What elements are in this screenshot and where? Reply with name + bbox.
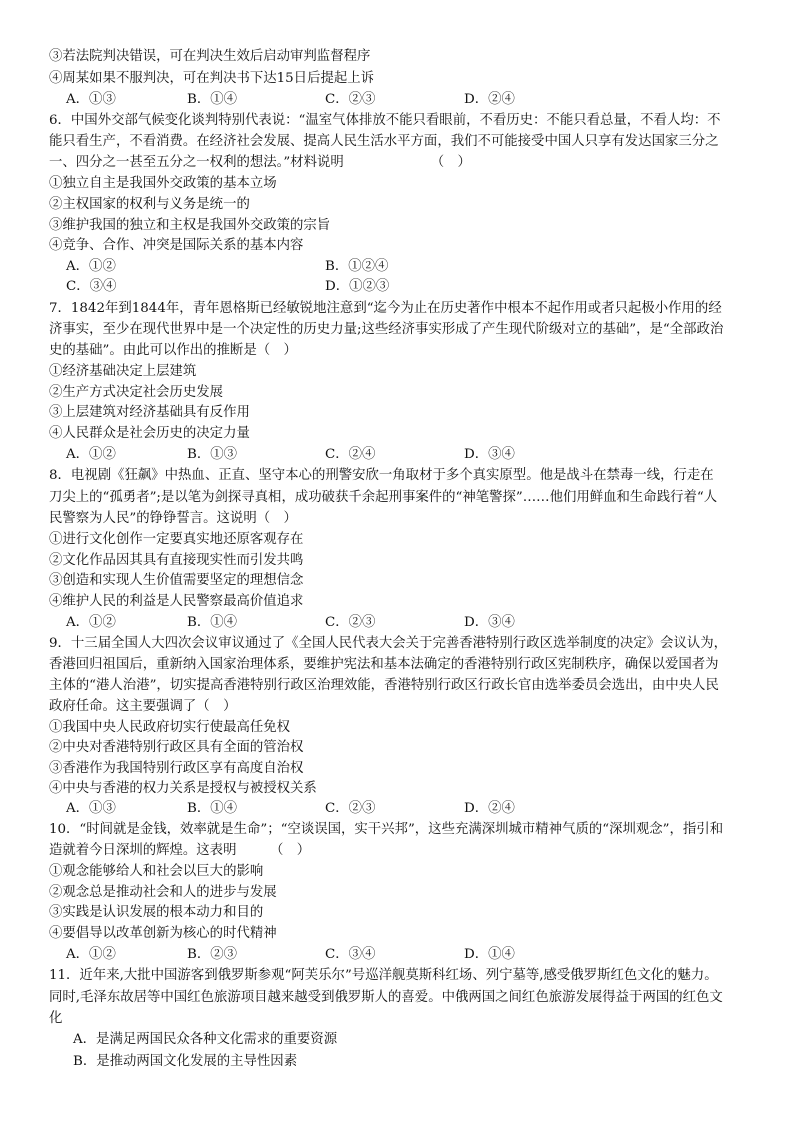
- statement-line: ②中央对香港特别行政区具有全面的管治权: [49, 740, 304, 755]
- answer-option: D．①②③: [325, 279, 390, 294]
- question-11-text: 同时,毛泽东故居等中国红色旅游项目越来越受到俄罗斯人的喜爱。中俄两国之间红色旅游发展得益于两国的红色文: [49, 990, 723, 1005]
- answer-option: B．①④: [187, 92, 238, 107]
- statement-line: ③若法院判决错误，可在判决生效后启动审判监督程序: [49, 49, 371, 64]
- statement-line: ③维护我国的独立和主权是我国外交政策的宗旨: [49, 218, 331, 233]
- statement-line: ③创造和实现人生价值需要坚定的理想信念: [49, 573, 304, 588]
- statement-line: ④要倡导以改革创新为核心的时代精神: [49, 926, 277, 941]
- statement-line: ①进行文化创作一定要真实地还原客观存在: [49, 532, 304, 547]
- statement-line: ①我国中央人民政府切实行使最高任免权: [49, 720, 291, 735]
- question-6-text: 一、四分之一甚至五分之一权利的想法。”材料说明 （ ）: [49, 155, 471, 170]
- statement-line: ②观念总是推动社会和人的进步与发展: [49, 885, 277, 900]
- answer-option: C．②④: [325, 447, 376, 462]
- question-9-text: 政府任命。这主要强调了（ ）: [49, 699, 237, 714]
- answer-option: A．①②: [66, 615, 116, 630]
- answer-option: A．①②: [66, 947, 116, 962]
- answer-option: D．②④: [464, 92, 515, 107]
- statement-line: ①观念能够给人和社会以巨大的影响: [49, 864, 264, 879]
- question-8-text: 民警察为人民”的铮铮誓言。这说明（ ）: [49, 511, 297, 526]
- statement-line: ②主权国家的权利与义务是统一的: [49, 197, 250, 212]
- answer-option: A．①③: [66, 801, 116, 816]
- statement-line: ④人民群众是社会历史的决定力量: [49, 426, 250, 441]
- answer-option: B．是推动两国文化发展的主导性因素: [73, 1054, 298, 1069]
- answer-option: B．①④: [187, 801, 238, 816]
- answer-option: C．②③: [325, 92, 376, 107]
- question-9-text: 9．十三届全国人大四次会议审议通过了《全国人民代表大会关于完善香港特别行政区选举制度的决定》会议认为，: [49, 636, 728, 651]
- question-6-text: 6．中国外交部气候变化谈判特别代表说：“温室气体排放不能只看眼前，不看历史：不能只看总量，不看人均：不: [49, 113, 721, 128]
- question-11-text: 11．近年来,大批中国游客到俄罗斯参观“阿芙乐尔”号巡洋舰莫斯科红场、列宁墓等,感受俄罗斯红色文化的魅力。: [49, 968, 718, 983]
- statement-line: ①独立自主是我国外交政策的基本立场: [49, 176, 277, 191]
- question-6-text: 能只看生产，不看消费。在经济社会发展、提高人民生活水平方面，我们不可能接受中国人只享有发达国家三分之: [49, 134, 719, 149]
- question-8-text: 8．电视剧《狂飙》中热血、正直、坚守本心的刑警安欣一角取材于多个真实原型。他是战斗在禁毒一线，行走在: [49, 468, 714, 483]
- answer-option: A．是满足两国民众各种文化需求的重要资源: [73, 1032, 338, 1047]
- question-9-text: 主体的“港人治港”，切实提高香港特别行政区治理效能，香港特别行政区行政长官由选举委员会选出，由中央人民: [49, 678, 719, 693]
- answer-option: C．②③: [325, 615, 376, 630]
- answer-option: B．①④: [187, 615, 238, 630]
- statement-line: ③上层建筑对经济基础具有反作用: [49, 405, 250, 420]
- statement-line: ④周某如果不服判决，可在判决书下达15日后提起上诉: [49, 71, 375, 86]
- answer-option: D．③④: [464, 447, 515, 462]
- answer-option: C．③④: [66, 279, 117, 294]
- question-8-text: 刀尖上的“孤勇者”;是以笔为剑探寻真相，成功破获千余起刑事案件的“神笔警探”……他们用鲜血和生命践行着“人: [49, 490, 718, 505]
- statement-line: ②生产方式决定社会历史发展: [49, 385, 224, 400]
- question-7-text: 史的基础”。由此可以作出的推断是（ ）: [49, 343, 297, 358]
- answer-option: D．③④: [464, 615, 515, 630]
- statement-line: ④竞争、合作、冲突是国际关系的基本内容: [49, 238, 304, 253]
- answer-option: D．②④: [464, 801, 515, 816]
- answer-option: B．①③: [187, 447, 238, 462]
- statement-line: ④中央与香港的权力关系是授权与被授权关系: [49, 781, 317, 796]
- statement-line: ②文化作品因其具有直接现实性而引发共鸣: [49, 553, 304, 568]
- answer-option: B．①②④: [325, 259, 389, 274]
- question-11-text: 化: [49, 1011, 63, 1026]
- answer-option: A．①③: [66, 92, 116, 107]
- statement-line: ①经济基础决定上层建筑: [49, 364, 197, 379]
- statement-line: ③香港作为我国特别行政区享有高度自治权: [49, 761, 304, 776]
- statement-line: ③实践是认识发展的根本动力和目的: [49, 905, 264, 920]
- question-7-text: 济事实，至少在现代世界中是一个决定性的历史力量;这些经济事实形成了产生现代阶级对立的基础”，是“全部政治: [49, 322, 724, 337]
- answer-option: A．①②: [66, 447, 116, 462]
- question-10-text: 10．“时间就是金钱，效率就是生命”；“空谈误国，实干兴邦”，这些充满深圳城市精神气质的“深圳观念”，指引和: [49, 822, 724, 837]
- answer-option: A．①②: [66, 259, 116, 274]
- answer-option: B．②③: [187, 947, 238, 962]
- statement-line: ④维护人民的利益是人民警察最高价值追求: [49, 594, 304, 609]
- question-9-text: 香港回归祖国后，重新纳入国家治理体系，要维护宪法和基本法确定的香港特别行政区宪制秩序，确保以爱国者为: [49, 657, 719, 672]
- question-7-text: 7．1842年到1844年，青年恩格斯已经敏锐地注意到“迄今为止在历史著作中根本不起作用或者只起极小作用的经: [49, 301, 722, 316]
- answer-option: C．③④: [325, 947, 376, 962]
- answer-option: D．①④: [464, 947, 515, 962]
- answer-option: C．②③: [325, 801, 376, 816]
- question-10-text: 造就着今日深圳的辉煌。这表明 （ ）: [49, 843, 311, 858]
